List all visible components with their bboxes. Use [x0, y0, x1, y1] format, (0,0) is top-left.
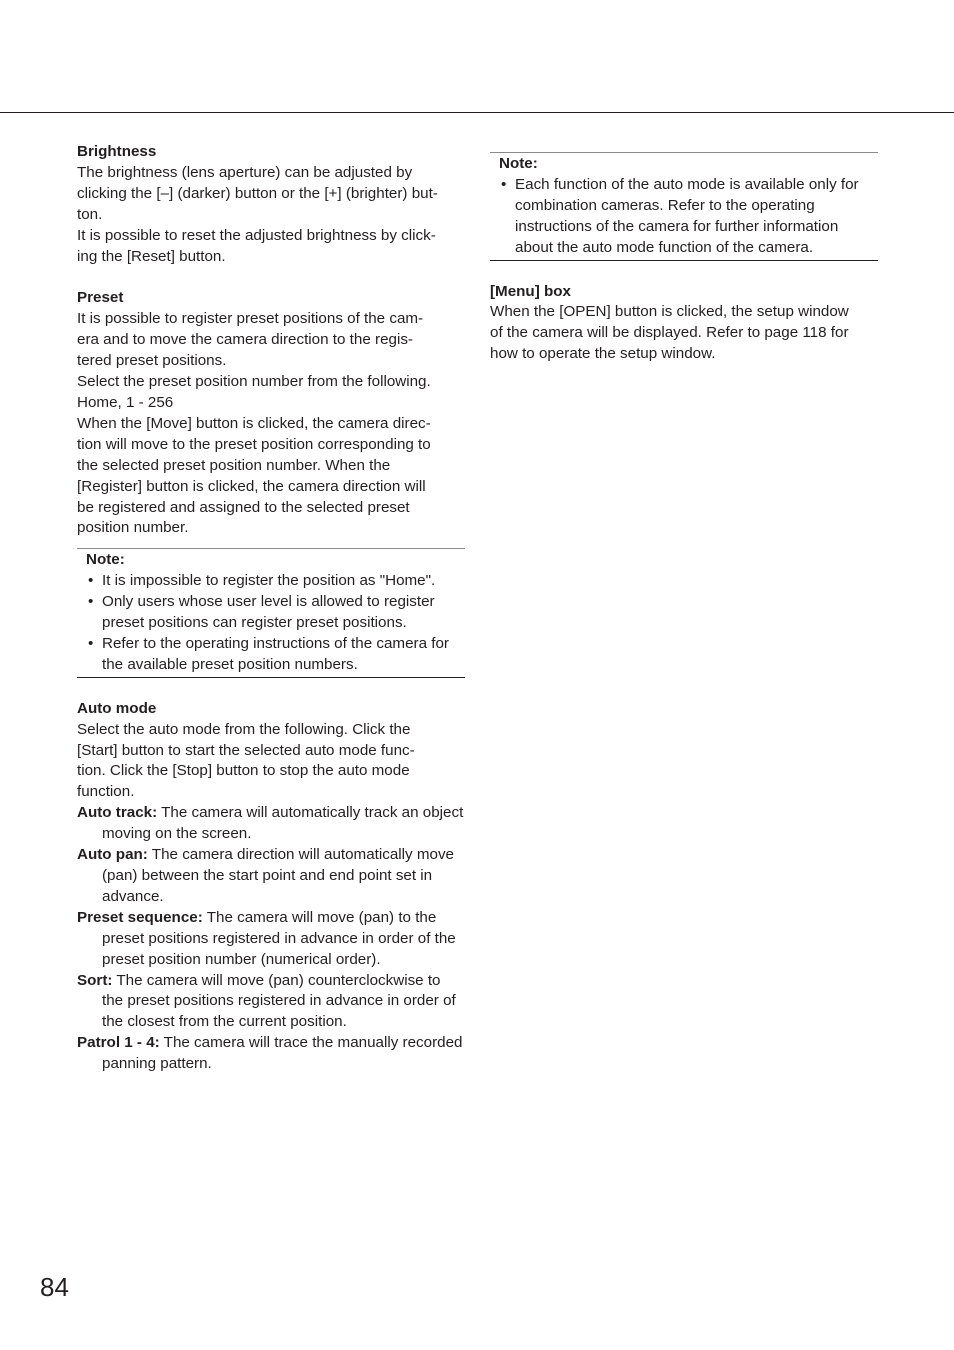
note-list — [86, 571, 465, 676]
preset-line: Home, 1 - 256 — [77, 393, 174, 411]
brightness-line: The brightness (lens aperture) can be adjusted by — [77, 163, 413, 181]
definition-text: The camera will move (pan) counterclockwise to the preset positions registered in advance in order of the closest from the current position. — [102, 971, 456, 1031]
right-column — [490, 152, 878, 365]
auto-mode-note-box — [490, 152, 878, 261]
preset-line: When the [Move] button is clicked, the camera direc- — [77, 414, 431, 432]
menu-box-line: When the [OPEN] button is clicked, the setup window — [490, 303, 849, 321]
preset-line: position number. — [77, 519, 189, 537]
note-item: • Refer to the operating instructions of the camera for the available preset position numbers. — [86, 634, 465, 676]
menu-box-line: of the camera will be displayed. Refer to page 118 for — [490, 324, 849, 342]
brightness-line: clicking the [–] (darker) button or the [+] (brighter) but- — [77, 184, 438, 202]
preset-line: tered preset positions. — [77, 352, 227, 370]
auto-mode-section — [77, 699, 465, 1075]
definition-preset-sequence — [77, 908, 465, 971]
note-item: • It is impossible to register the position as "Home". — [86, 571, 465, 592]
note-list — [499, 175, 878, 259]
preset-line: be registered and assigned to the selected preset — [77, 498, 410, 516]
definition-auto-track — [77, 803, 465, 845]
definition-term: Patrol 1 - 4: — [77, 1034, 160, 1052]
page-number: 84 — [40, 1272, 69, 1302]
preset-line: the selected preset position number. When the — [77, 456, 391, 474]
definition-text: The camera direction will automatically move (pan) between the start point and end point set in advance. — [102, 846, 454, 905]
preset-line: era and to move the camera direction to the regis- — [77, 331, 413, 349]
auto-mode-line: [Start] button to start the selected auto mode func- — [77, 741, 415, 759]
note-item: • Only users whose user level is allowed to register preset positions can register preset positions. — [86, 592, 465, 634]
preset-line: tion will move to the preset position corresponding to — [77, 435, 431, 453]
brightness-line: ing the [Reset] button. — [77, 247, 226, 265]
brightness-section — [77, 142, 465, 267]
preset-line: [Register] button is clicked, the camera direction will — [77, 477, 426, 495]
menu-box-section — [490, 282, 878, 366]
auto-mode-line: function. — [77, 783, 135, 801]
preset-line: Select the preset position number from the following. — [77, 373, 431, 391]
definition-patrol — [77, 1033, 465, 1075]
definition-term: Auto pan: — [77, 846, 148, 864]
brightness-heading: Brightness — [77, 143, 157, 160]
definition-text: The camera will move (pan) to the preset positions registered in advance in order of the preset position number (numerical order). — [102, 908, 456, 968]
left-column — [77, 142, 465, 1075]
menu-box-line: how to operate the setup window. — [490, 345, 716, 363]
definition-text: The camera will automatically track an object moving on the screen. — [102, 804, 464, 843]
menu-box-heading: [Menu] box — [490, 282, 571, 300]
preset-heading: Preset — [77, 289, 124, 307]
definition-term: Auto track: — [77, 804, 158, 822]
note-title: Note: — [86, 551, 125, 569]
definition-term: Preset sequence: — [77, 908, 203, 926]
definition-text: The camera will trace the manually recorded panning pattern. — [102, 1034, 463, 1073]
brightness-line: It is possible to reset the adjusted brightness by click- — [77, 226, 436, 244]
definition-term: Sort: — [77, 971, 113, 989]
definition-sort — [77, 971, 465, 1034]
brightness-line: ton. — [77, 205, 103, 223]
definition-auto-pan — [77, 845, 465, 908]
header-rule — [0, 112, 954, 113]
note-title: Note: — [499, 155, 538, 172]
preset-line: It is possible to register preset positions of the cam- — [77, 310, 424, 328]
auto-mode-heading: Auto mode — [77, 699, 157, 717]
auto-mode-line: tion. Click the [Stop] button to stop the auto mode — [77, 762, 410, 780]
preset-note-box — [77, 548, 465, 677]
auto-mode-line: Select the auto mode from the following. Click the — [77, 720, 411, 738]
note-item: • Each function of the auto mode is available only for combination cameras. Refer to the operating instructions of the camera for further information about the auto mode function of the camera. — [499, 175, 878, 259]
preset-section — [77, 288, 465, 539]
